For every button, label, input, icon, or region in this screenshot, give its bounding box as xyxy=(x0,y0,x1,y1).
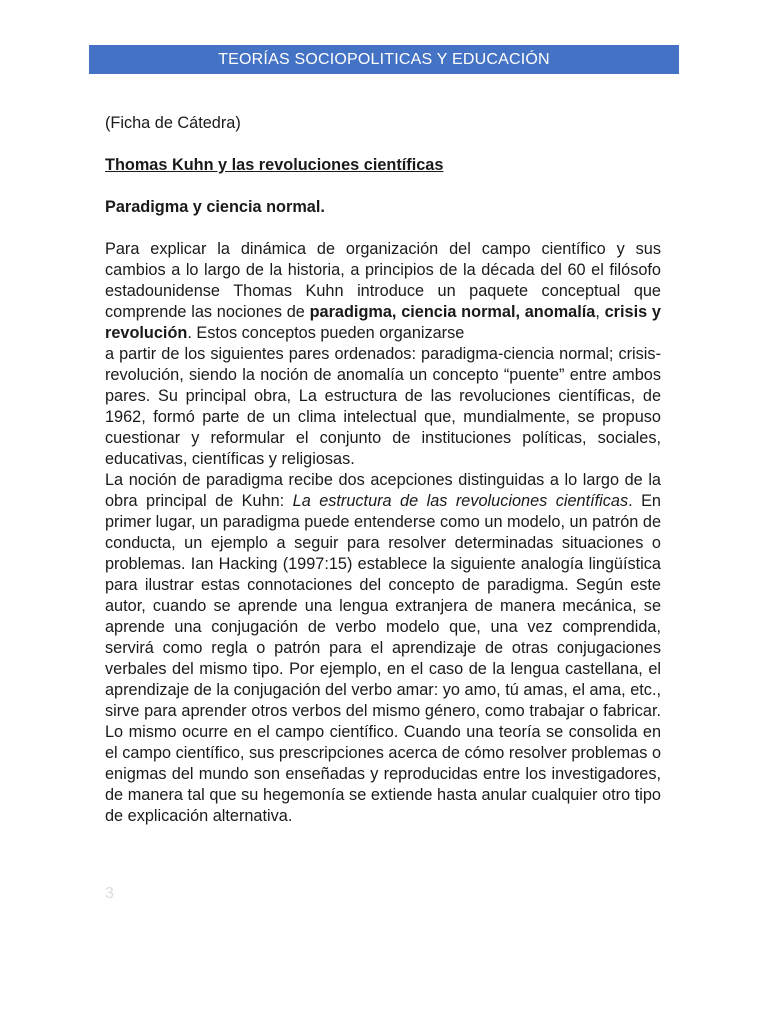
paragraph-1-text-a: Para explicar la dinámica de organización del campo científico y sus cambios a lo largo de la historia, a principios de la década del 60 el filósofo estadounidense Thomas Kuhn introduce un paquete conceptual que comprende las nociones de xyxy=(105,240,661,321)
document-title: Thomas Kuhn y las revoluciones científicas xyxy=(105,156,444,174)
paragraph-1-bold-concepts-b: crisis y revolución xyxy=(105,303,661,342)
ficha-label: (Ficha de Cátedra) xyxy=(105,114,241,132)
paragraph-1-text-b: . Estos conceptos pueden organizarse xyxy=(187,324,465,342)
paragraph-1 xyxy=(105,239,661,344)
document-body xyxy=(105,113,661,827)
page-number: 3 xyxy=(105,885,114,902)
paragraph-3 xyxy=(105,470,661,827)
paragraph-3-book-title: La estructura de las revoluciones científicas xyxy=(292,492,629,510)
paragraph-3-text-b: . En primer lugar, un paradigma puede entenderse como un modelo, un patrón de conducta, un ejemplo a seguir para resolver determinadas situaciones o problemas. Ian Hacking (1997:15) establece la siguiente analogía lingüística para ilustrar estas connotaciones del concepto de paradigma. Según este autor, cuando se aprende una lengua extranjera de manera mecánica, se aprende una conjugación de verbo modelo que, una vez comprendida, servirá como regla o patrón para el aprendizaje de otras conjugaciones verbales del mismo tipo. Por ejemplo, en el caso de la lengua castellana, el aprendizaje de la conjugación del verbo amar: yo amo, tú amas, el ama, etc., sirve para aprender otros verbos del mismo género, como trabajar o fabricar. Lo mismo ocurre en el campo científico. Cuando una teoría se consolida en el campo científico, sus prescripciones acerca de cómo resolver problemas o enigmas del mundo son enseñadas y reproducidas entre los investigadores, de manera tal que su hegemonía se extiende hasta anular cualquier otro tipo de explicación alternativa. xyxy=(105,492,661,825)
paragraph-2: a partir de los siguientes pares ordenados: paradigma-ciencia normal; crisis-revolución, siendo la noción de anomalía un concepto “puente” entre ambos pares. Su principal obra, La estructura de las revoluciones científicas, de 1962, formó parte de un clima intelectual que, mundialmente, se propuso cuestionar y reformular el conjunto de instituciones políticas, sociales, educativas, científicas y religiosas. xyxy=(105,345,661,468)
section-heading: Paradigma y ciencia normal. xyxy=(105,198,325,216)
paragraph-1-bold-concepts-a: paradigma, ciencia normal, anomalía xyxy=(309,303,596,321)
paragraph-1-separator: , xyxy=(595,303,605,321)
document-header-bar xyxy=(89,45,679,74)
header-title: TEORÍAS SOCIOPOLITICAS Y EDUCACIÓN xyxy=(218,51,550,68)
paragraph-3-text-a: La noción de paradigma recibe dos acepciones distinguidas a lo largo de la obra principal de Kuhn: xyxy=(105,471,661,510)
